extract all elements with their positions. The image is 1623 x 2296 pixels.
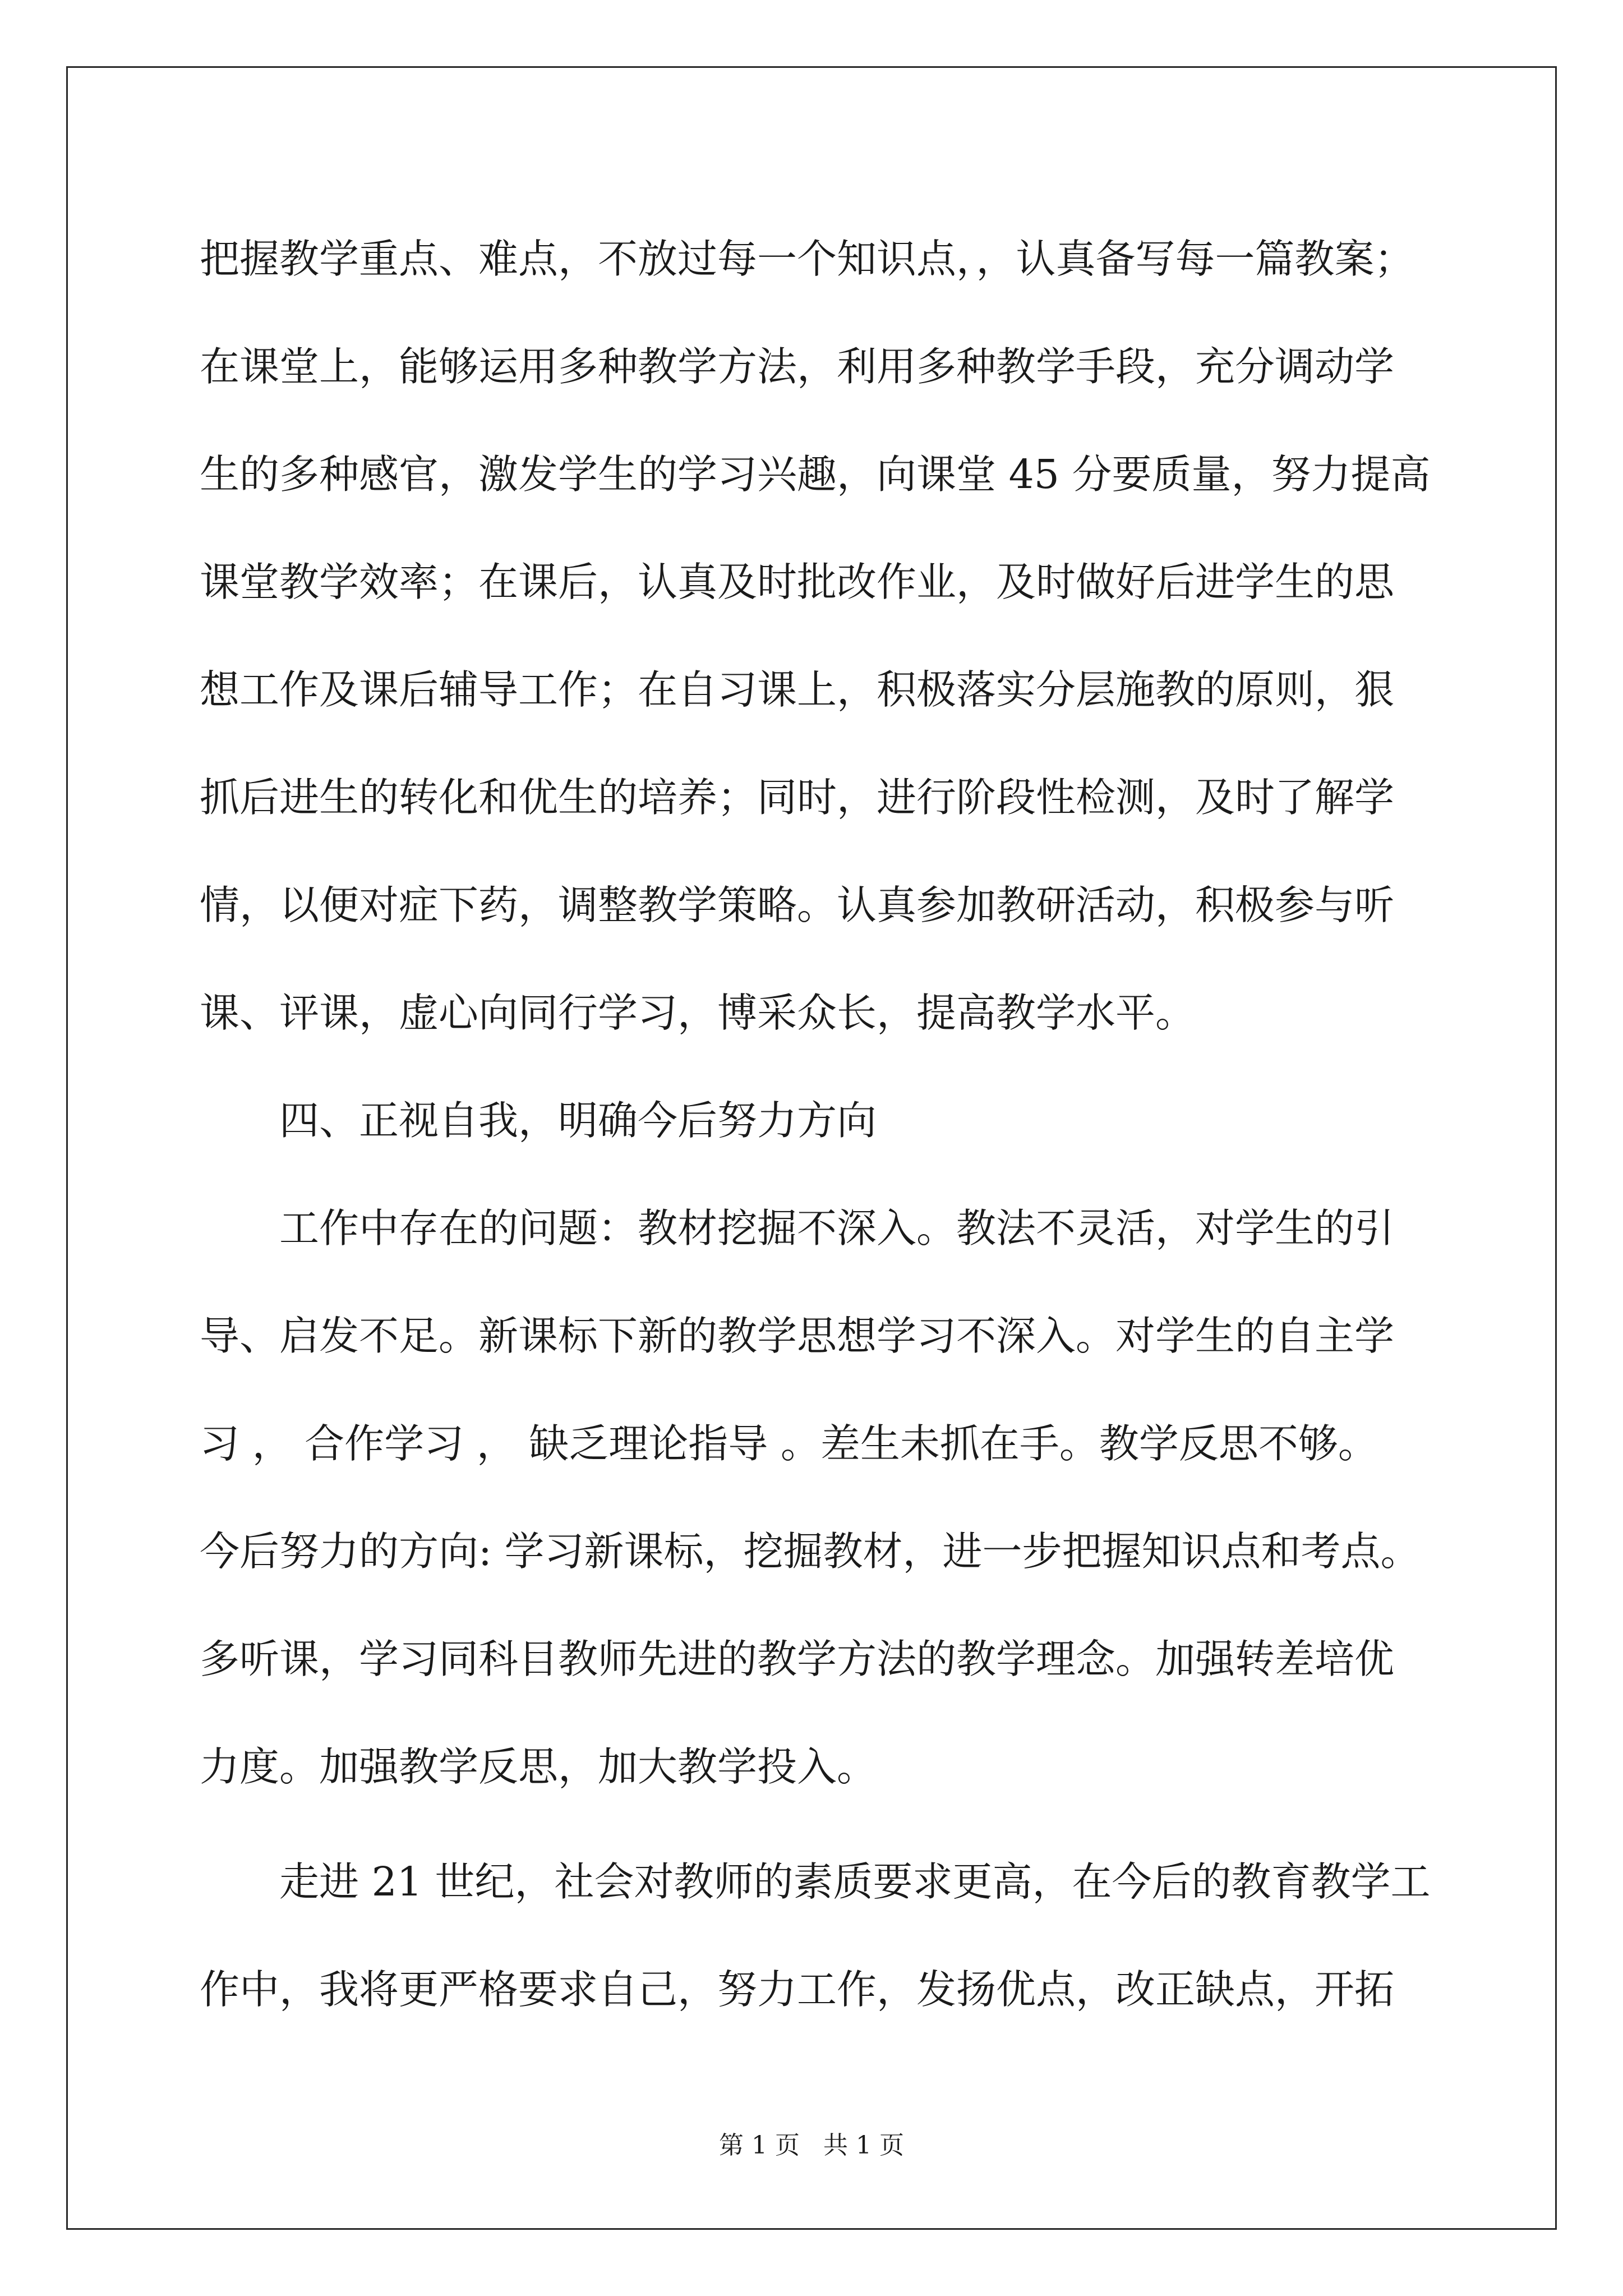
text-line: 情，以便对症下药，调整教学策略。认真参加教研活动，积极参与听 [200,882,1395,928]
section-heading: 四、正视自我，明确今后努力方向 [279,1097,877,1144]
document-body [200,205,1433,2044]
paragraph-start: 走进 21 世纪，社会对教师的素质要求更高，在今后的教育教学工 [279,1858,1431,1905]
text-line: 多听课，学习同科目教师先进的教学方法的教学理念。加强转差培优 [200,1636,1395,1682]
text-line: 作中，我将更严格要求自己，努力工作，发扬优点，改正缺点，开拓 [200,1966,1395,2013]
text-line: 课堂教学效率；在课后，认真及时批改作业，及时做好后进学生的思 [200,559,1395,605]
text-line: 在课堂上，能够运用多种教学方法，利用多种教学手段，充分调动学 [200,343,1395,390]
text-line: 习 ， 合作学习 ， 缺乏理论指导 。差生未抓在手。教学反思不够。 [200,1420,1378,1467]
page-total: 共 1 页 [823,2131,904,2160]
page-footer [0,2129,1623,2162]
page-number: 第 1 页 [719,2131,800,2160]
text-line: 生的多种感官，激发学生的学习兴趣，向课堂 45 分要质量，努力提高 [200,451,1431,498]
text-line: 力度。加强教学反思，加大教学投入。 [200,1743,877,1790]
text-line: 导、启发不足。新课标下新的教学思想学习不深入。对学生的自主学 [200,1313,1395,1359]
paragraph-start: 工作中存在的问题：教材挖掘不深入。教法不灵活，对学生的引 [279,1205,1395,1251]
text-line: 今后努力的方向: 学习新课标，挖掘教材，进一步把握知识点和考点。 [200,1528,1421,1575]
text-line: 想工作及课后辅导工作；在自习课上，积极落实分层施教的原则，狠 [200,666,1395,713]
text-line: 课、评课，虚心向同行学习，博采众长，提高教学水平。 [200,990,1196,1036]
text-line: 把握教学重点、难点，不放过每一个知识点，，认真备写每一篇教案； [200,236,1414,282]
text-line: 抓后进生的转化和优生的培养；同时，进行阶段性检测，及时了解学 [200,774,1395,821]
